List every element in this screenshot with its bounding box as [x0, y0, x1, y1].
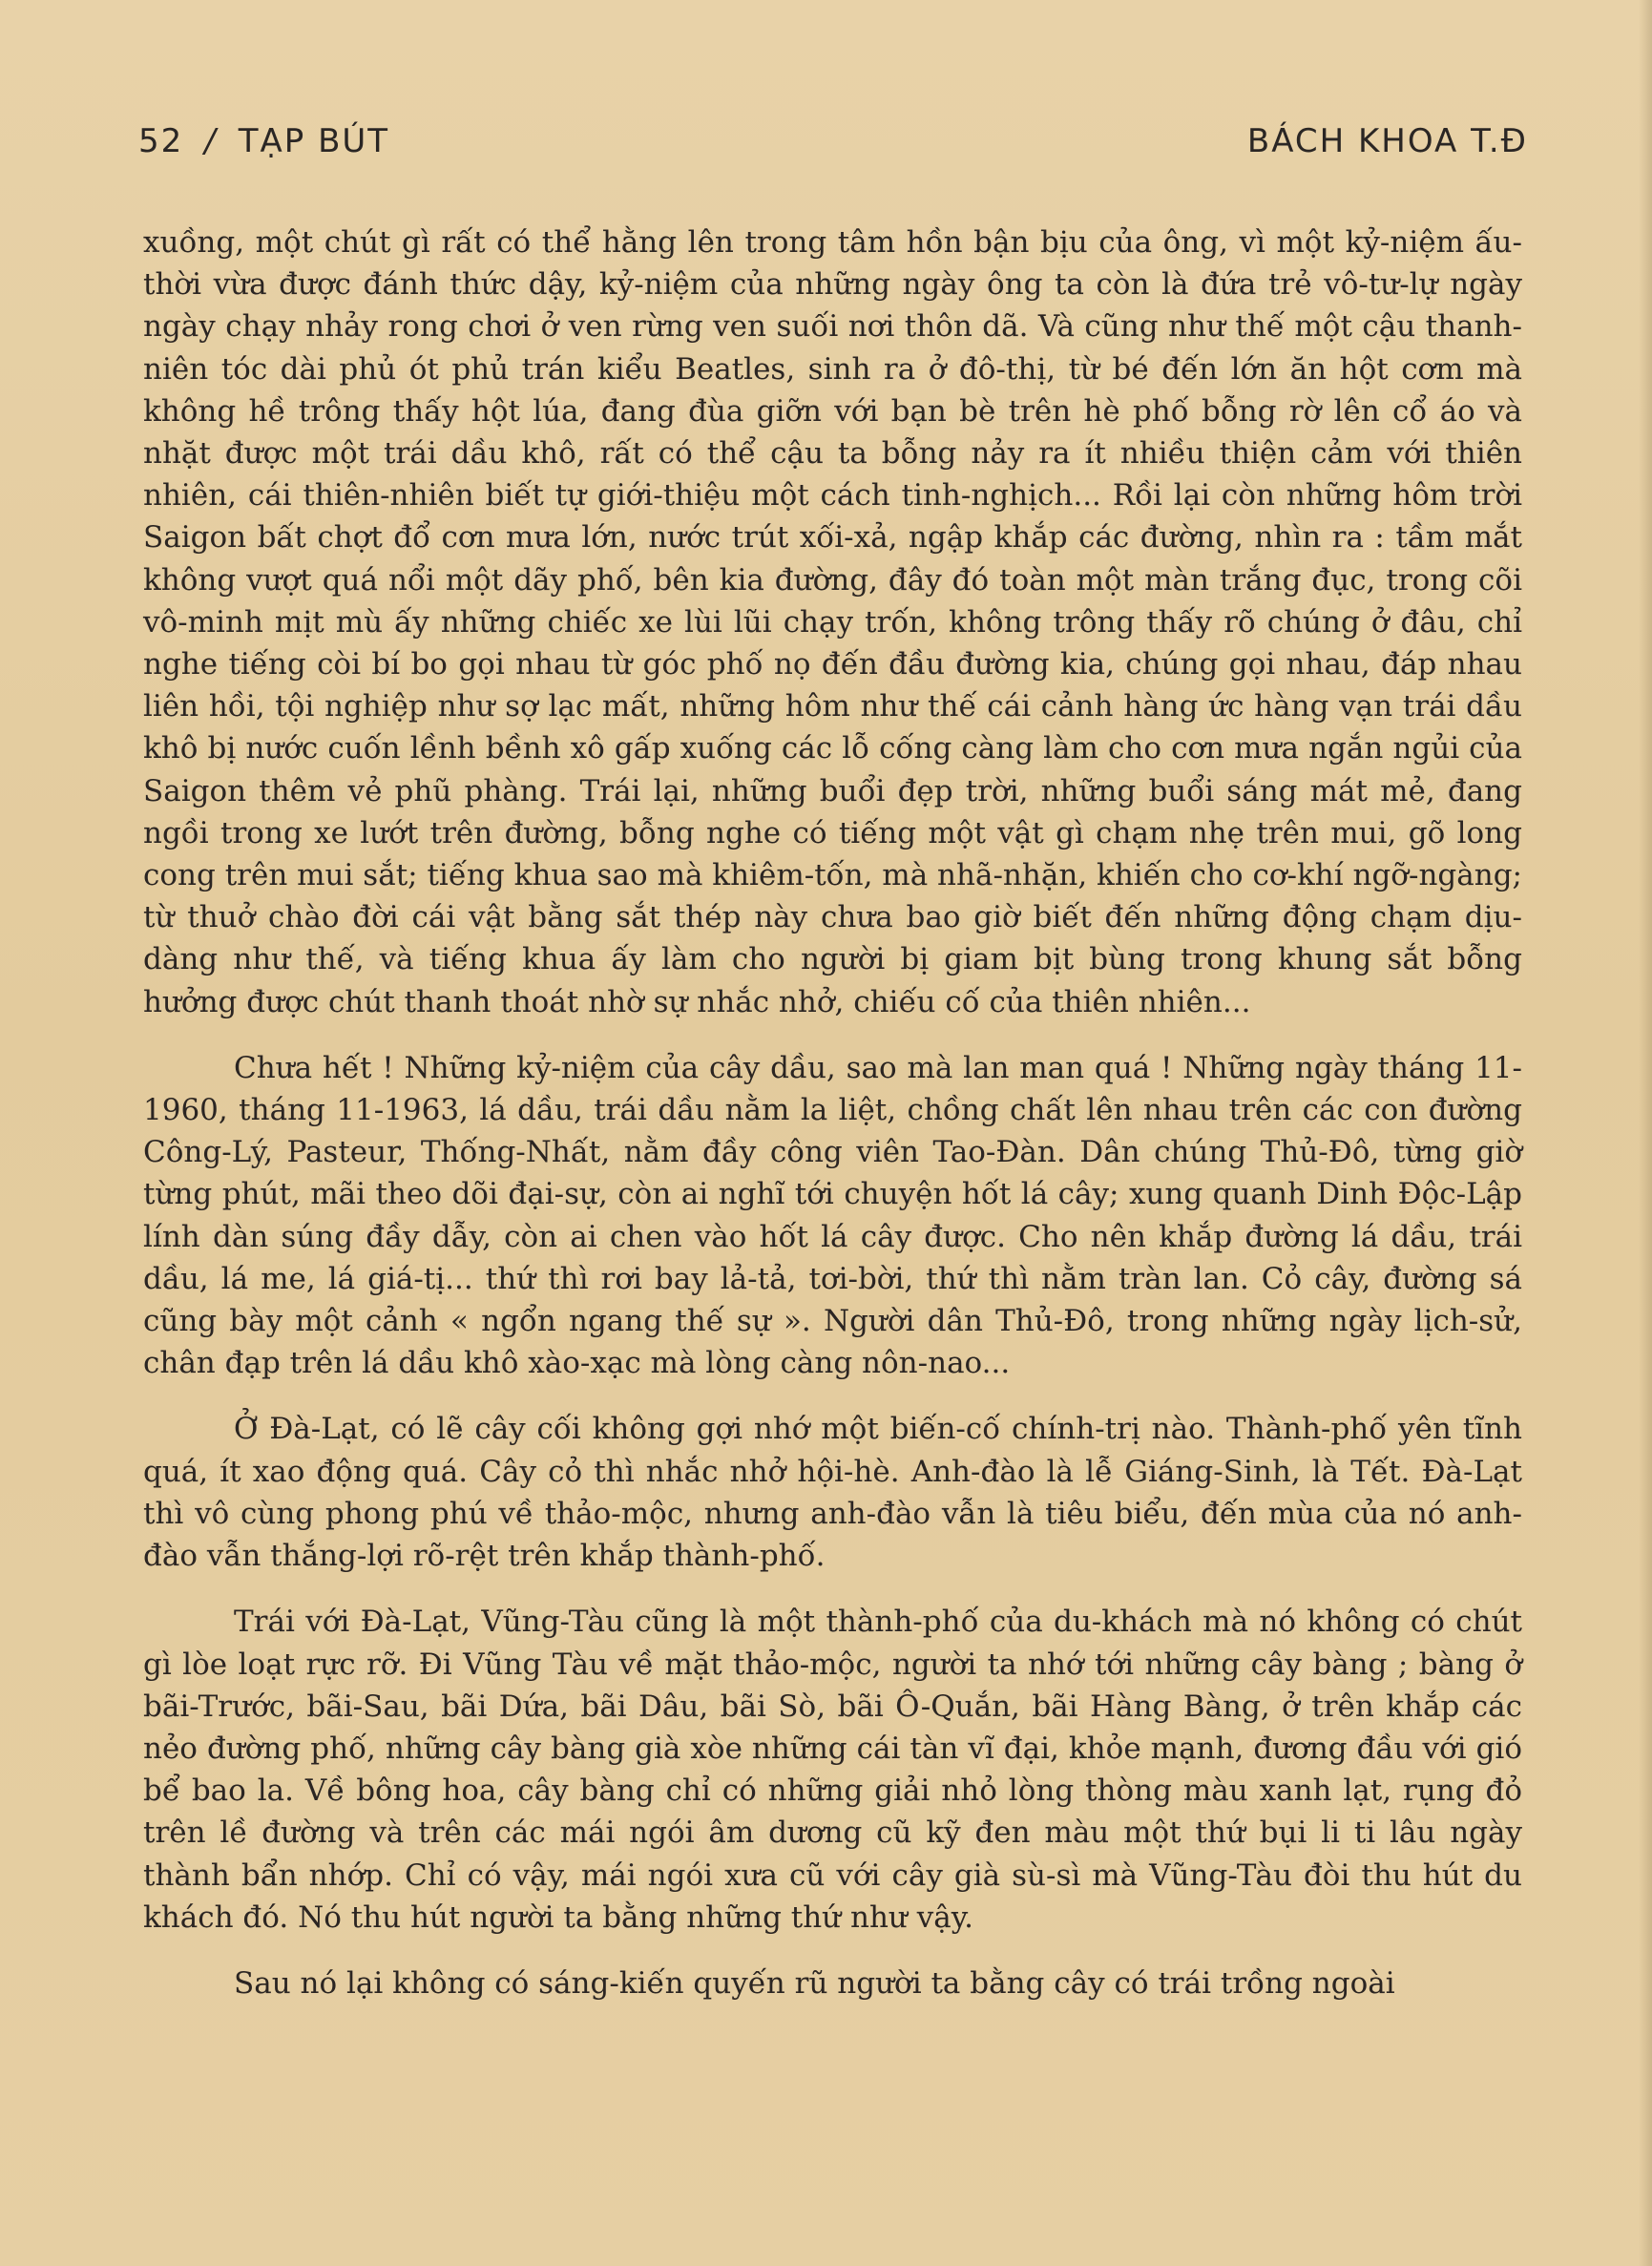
header-separator: /: [204, 122, 218, 160]
header-left: [138, 122, 389, 160]
paragraph-5: Sau nó lại không có sáng-kiến quyến rũ người ta bằng cây có trái trồng ngoài: [234, 1965, 1395, 2001]
running-header: [138, 122, 1528, 179]
section-title: TẠP BÚT: [238, 122, 390, 160]
page-edge-shadow: [1639, 0, 1652, 2266]
article-body: [143, 221, 1522, 2028]
paragraph-3: Ở Đà-Lạt, có lẽ cây cối không gợi nhớ một biến-cố chính-trị nào. Thành-phố yên tĩnh quá, ít xao động quá. Cây cỏ thì nhắc nhở hội-hè. Anh-đào là lễ Giáng-Sinh, là Tết. Đà-Lạt thì vô cùng phong phú về thảo-mộc, nhưng anh-đào vẫn là tiêu biểu, đến mùa của nó anh-đào vẫn thắng-lợi rõ-rệt trên khắp thành-phố.: [143, 1412, 1522, 1574]
paragraph-1: xuồng, một chút gì rất có thể hằng lên trong tâm hồn bận bịu của ông, vì một kỷ-niệm ấu-thời vừa được đánh thức dậy, kỷ-niệm của những ngày ông ta còn là đứa trẻ vô-tư-lự ngày ngày chạy nhảy rong chơi ở ven rừng ven suối nơi thôn dã. Và cũng như thế một cậu thanh-niên tóc dài phủ ót phủ trán kiểu Beatles, sinh ra ở đô-thị, từ bé đến lớn ăn hột cơm mà không hề trông thấy hột lúa, đang đùa giỡn với bạn bè trên hè phố bỗng rờ lên cổ áo và nhặt được một trái dầu khô, rất có thể cậu ta bỗng nảy ra ít nhiều thiện cảm với thiên nhiên, cái thiên-nhiên biết tự giới-thiệu một cách tinh-nghịch... Rồi lại còn những hôm trời Saigon bất chợt đổ cơn mưa lớn, nước trút xối-xả, ngập khắp các đường, nhìn ra : tầm mắt không vượt quá nổi một dãy phố, bên kia đường, đây đó toàn một màn trắng đục, trong cõi vô-minh mịt mù ấy những chiếc xe lùi lũi chạy trốn, không trông thấy rõ chúng ở đâu, chỉ nghe tiếng còi bí bo gọi nhau từ góc phố nọ đến đầu đường kia, chúng gọi nhau, đáp nhau liên hồi, tội nghiệp như sợ lạc mất, những hôm như thế cái cảnh hàng ức hàng vạn trái dầu khô bị nước cuốn lềnh bềnh xô gấp xuống các lỗ cống càng làm cho cơn mưa ngắn ngủi của Saigon thêm vẻ phũ phàng. Trái lại, những buổi đẹp trời, những buổi sáng mát mẻ, đang ngồi trong xe lướt trên đường, bỗng nghe có tiếng một vật gì chạm nhẹ trên mui, gõ long cong trên mui sắt; tiếng khua sao mà khiêm-tốn, mà nhã-nhặn, khiến cho cơ-khí ngỡ-ngàng; từ thuở chào đời cái vật bằng sắt thép này chưa bao giờ biết đến những động chạm dịu-dàng như thế, và tiếng khua ấy làm cho người bị giam bịt bùng trong khung sắt bỗng hưởng được chút thanh thoát nhờ sự nhắc nhở, chiếu cố của thiên nhiên...: [143, 225, 1522, 1019]
paragraph-4: Trái với Đà-Lạt, Vũng-Tàu cũng là một thành-phố của du-khách mà nó không có chút gì lòe loạt rực rỡ. Đi Vũng Tàu về mặt thảo-mộc, người ta nhớ tới những cây bàng ; bàng ở bãi-Trước, bãi-Sau, bãi Dứa, bãi Dâu, bãi Sò, bãi Ô-Quắn, bãi Hàng Bàng, ở trên khắp các nẻo đường phố, những cây bàng già xòe những cái tàn vĩ đại, khỏe mạnh, đương đầu với gió bể bao la. Về bông hoa, cây bàng chỉ có những giải nhỏ lòng thòng màu xanh lạt, rụng đỏ trên lề đường và trên các mái ngói âm dương cũ kỹ đen màu một thứ bụi li ti lâu ngày thành bẩn nhớp. Chỉ có vậy, mái ngói xưa cũ với cây già sù-sì mà Vũng-Tàu đòi thu hút du khách đó. Nó thu hút người ta bằng những thứ như vậy.: [143, 1605, 1522, 1935]
page-number: 52: [138, 122, 184, 160]
paragraph-2: Chưa hết ! Những kỷ-niệm của cây dầu, sao mà lan man quá ! Những ngày tháng 11-1960, tháng 11-1963, lá dầu, trái dầu nằm la liệt, chồng chất lên nhau trên các con đường Công-Lý, Pasteur, Thống-Nhất, nằm đầy công viên Tao-Đàn. Dân chúng Thủ-Đô, từng giờ từng phút, mãi theo dõi đại-sự, còn ai nghĩ tới chuyện hốt lá cây; xung quanh Dinh Độc-Lập lính dàn súng đầy dẫy, còn ai chen vào hốt lá cây được. Cho nên khắp đường lá dầu, trái dầu, lá me, lá giá-tị... thứ thì rơi bay lả-tả, tơi-bời, thứ thì nằm tràn lan. Cỏ cây, đường sá cũng bày một cảnh « ngổn ngang thế sự ». Người dân Thủ-Đô, trong những ngày lịch-sử, chân đạp trên lá dầu khô xào-xạc mà lòng càng nôn-nao...: [143, 1050, 1522, 1381]
publication-title: BÁCH KHOA T.Đ: [1246, 122, 1528, 160]
